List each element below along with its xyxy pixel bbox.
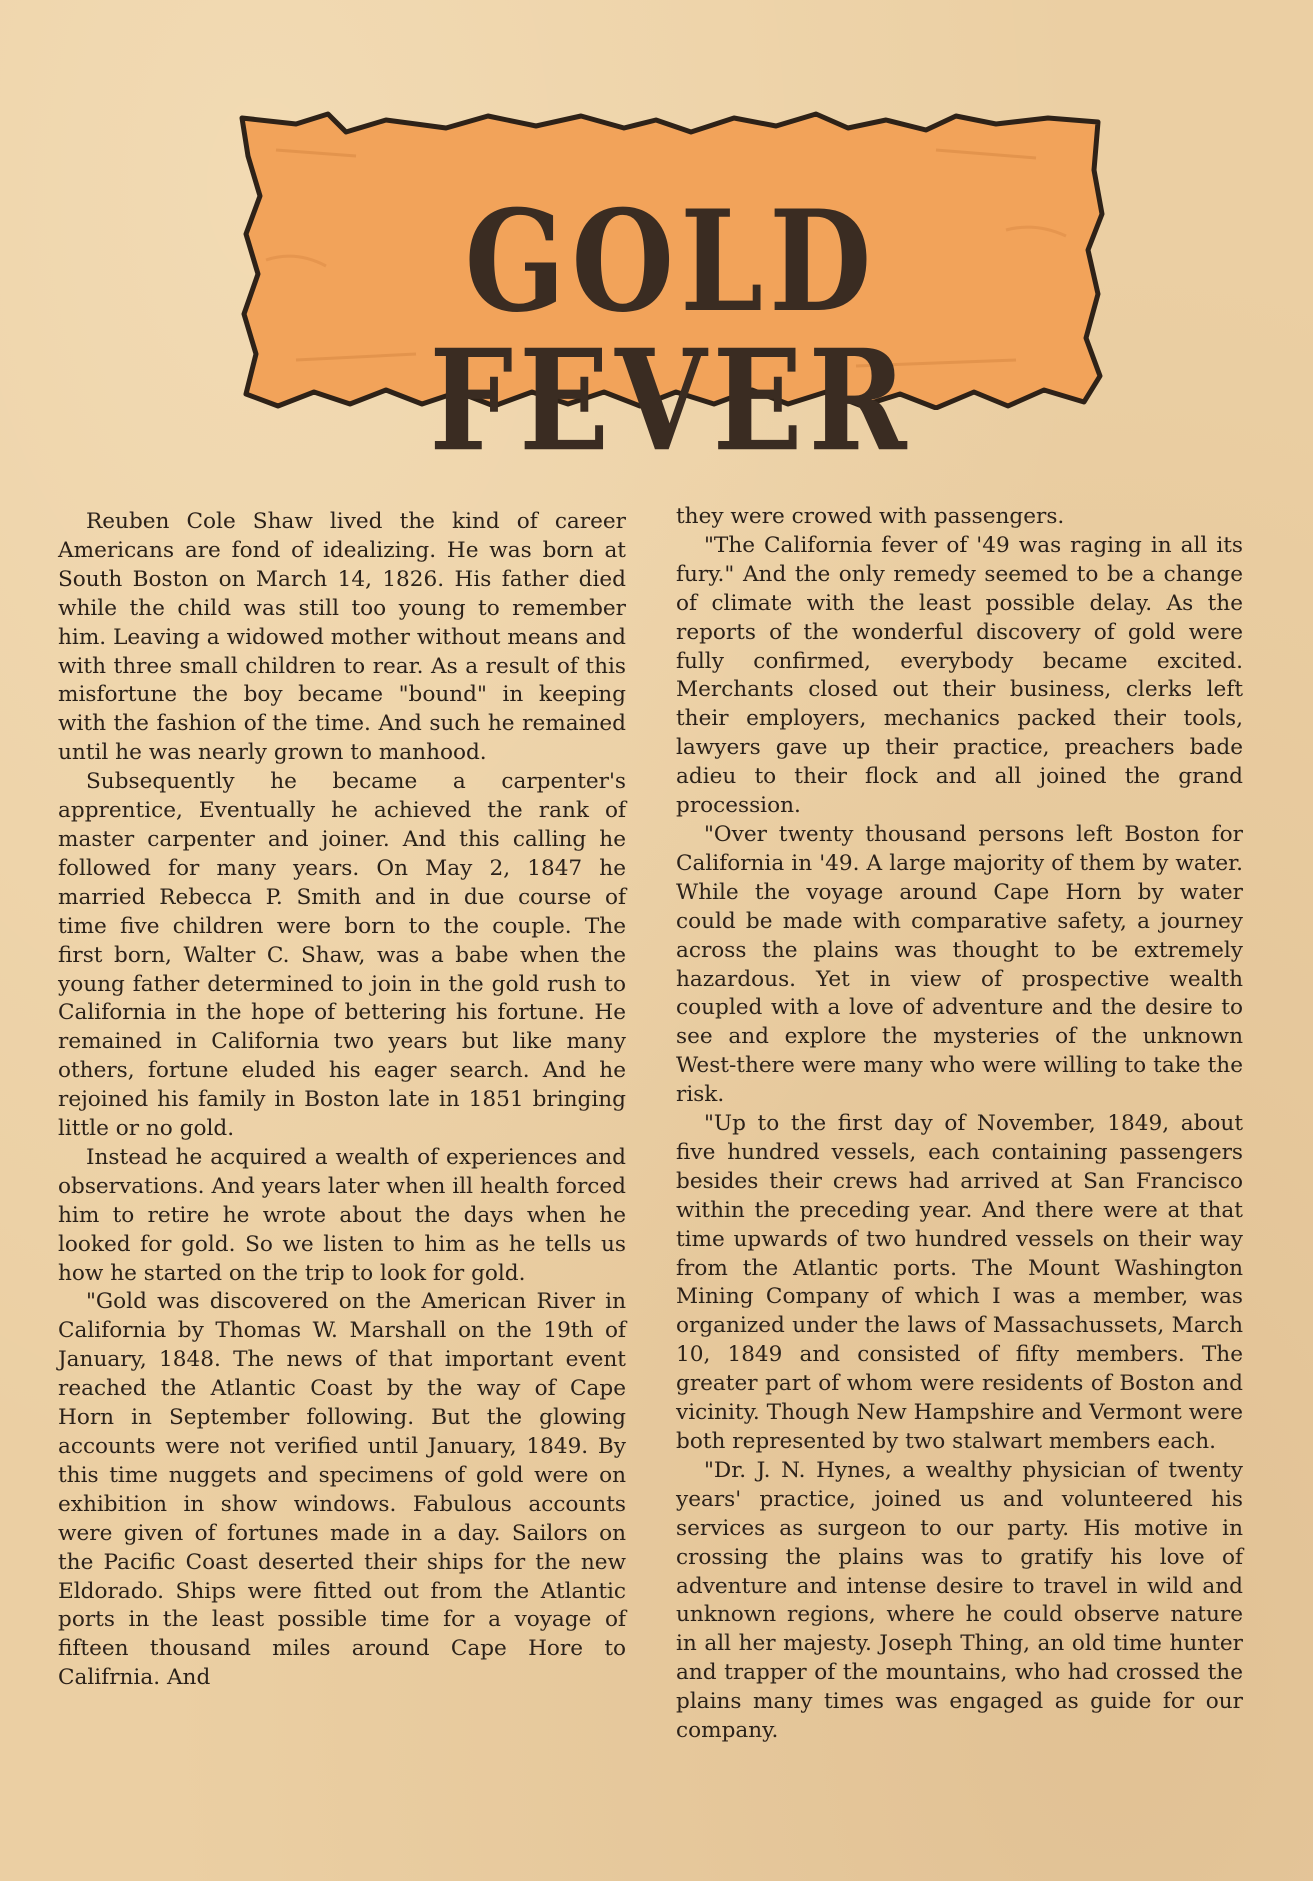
paragraph: "Up to the first day of November, 1849, about five hundred vessels, each containing passengers besides their crews had arrived at San Francisco within the preceding year. And there were at that time upwards of two hundred vessels on their way from the Atlantic ports. The Mount Washington Mining Company of which I was a member, was organized under the laws of Massachussets, March 10, 1849 and consisted of fifty members. The greater part of whom were residents of Boston and vicinity. Though New Hampshire and Vermont were both represented by two stalwart members each. xyxy=(676,1111,1243,1454)
page-title: GOLD FEVER xyxy=(429,179,913,483)
paragraph: they were crowed with passengers. xyxy=(676,504,1065,529)
left-column xyxy=(58,508,626,1693)
paragraph: "Gold was discovered on the American River in California by Thomas W. Marshall on the 19th of January, 1848. The news of that important event reached the Atlantic Coast by the way of Cape Horn in September following. But the glowing accounts were not verified until January, 1849. By this time nuggets and specimens of gold were on exhibition in show windows. Fabulous accounts were given of fortunes made in a day. Sailors on the Pacific Coast deserted their ships for the new Eldorado. Ships were fitted out from the Atlantic ports in the least possible time for a voyage of fifteen thousand miles around Cape Hore to Califrnia. And xyxy=(58,1289,626,1691)
paragraph: "Dr. J. N. Hynes, a wealthy physician of twenty years' practice, joined us and volunteered his services as surgeon to our party. His motive in crossing the plains was to gratify his love of adventure and intense desire to travel in wild and unknown regions, where he could observe nature in all her majesty. Joseph Thing, an old time hunter and trapper of the mountains, who had crossed the plains many times was engaged as guide for our company. xyxy=(676,1457,1243,1744)
paragraph: Subsequently he became a carpenter's apprentice, Eventually he achieved the rank of master carpenter and joiner. And this calling he followed for many years. On May 2, 1847 he married Rebecca P. Smith and in due course of time five children were born to the couple. The first born, Walter C. Shaw, was a babe when the young father determined to join in the gold rush to California in the hope of bettering his fortune. He remained in California two years but like many others, fortune eluded his eager search. And he rejoined his family in Boston late in 1851 bringing little or no gold. xyxy=(58,769,626,1142)
right-column xyxy=(676,503,1243,1746)
paragraph: Instead he acquired a wealth of experiences and observations. And years later when ill health forced him to retire he wrote about the days when he looked for gold. So we listen to him as he tells us how he started on the trip to look for gold. xyxy=(58,1144,626,1286)
paragraph: Reuben Cole Shaw lived the kind of career Americans are fond of idealizing. He was born at South Boston on March 14, 1826. His father died while the child was still too young to remember him. Leaving a widowed mother without means and with three small children to rear. As a result of this misfortune the boy became "bound" in keeping with the fashion of the time. And such he remained until he was nearly grown to manhood. xyxy=(58,509,626,766)
paragraph: "Over twenty thousand persons left Boston for California in '49. A large majority of them by water. While the voyage around Cape Horn by water could be made with comparative safety, a journey across the plains was thought to be extremely hazardous. Yet in view of prospective wealth coupled with a love of adventure and the desire to see and explore the mysteries of the unknown West-there were many who were willing to take the risk. xyxy=(676,821,1243,1108)
paragraph: "The California fever of '49 was raging in all its fury." And the only remedy seemed to be a change of climate with the least possible delay. As the reports of the wonderful discovery of gold were fully confirmed, everybody became excited. Merchants closed out their business, clerks left their employers, mechanics packed their tools, lawyers gave up their practice, preachers bade adieu to their flock and all joined the grand procession. xyxy=(676,532,1243,819)
title-banner xyxy=(236,110,1106,483)
